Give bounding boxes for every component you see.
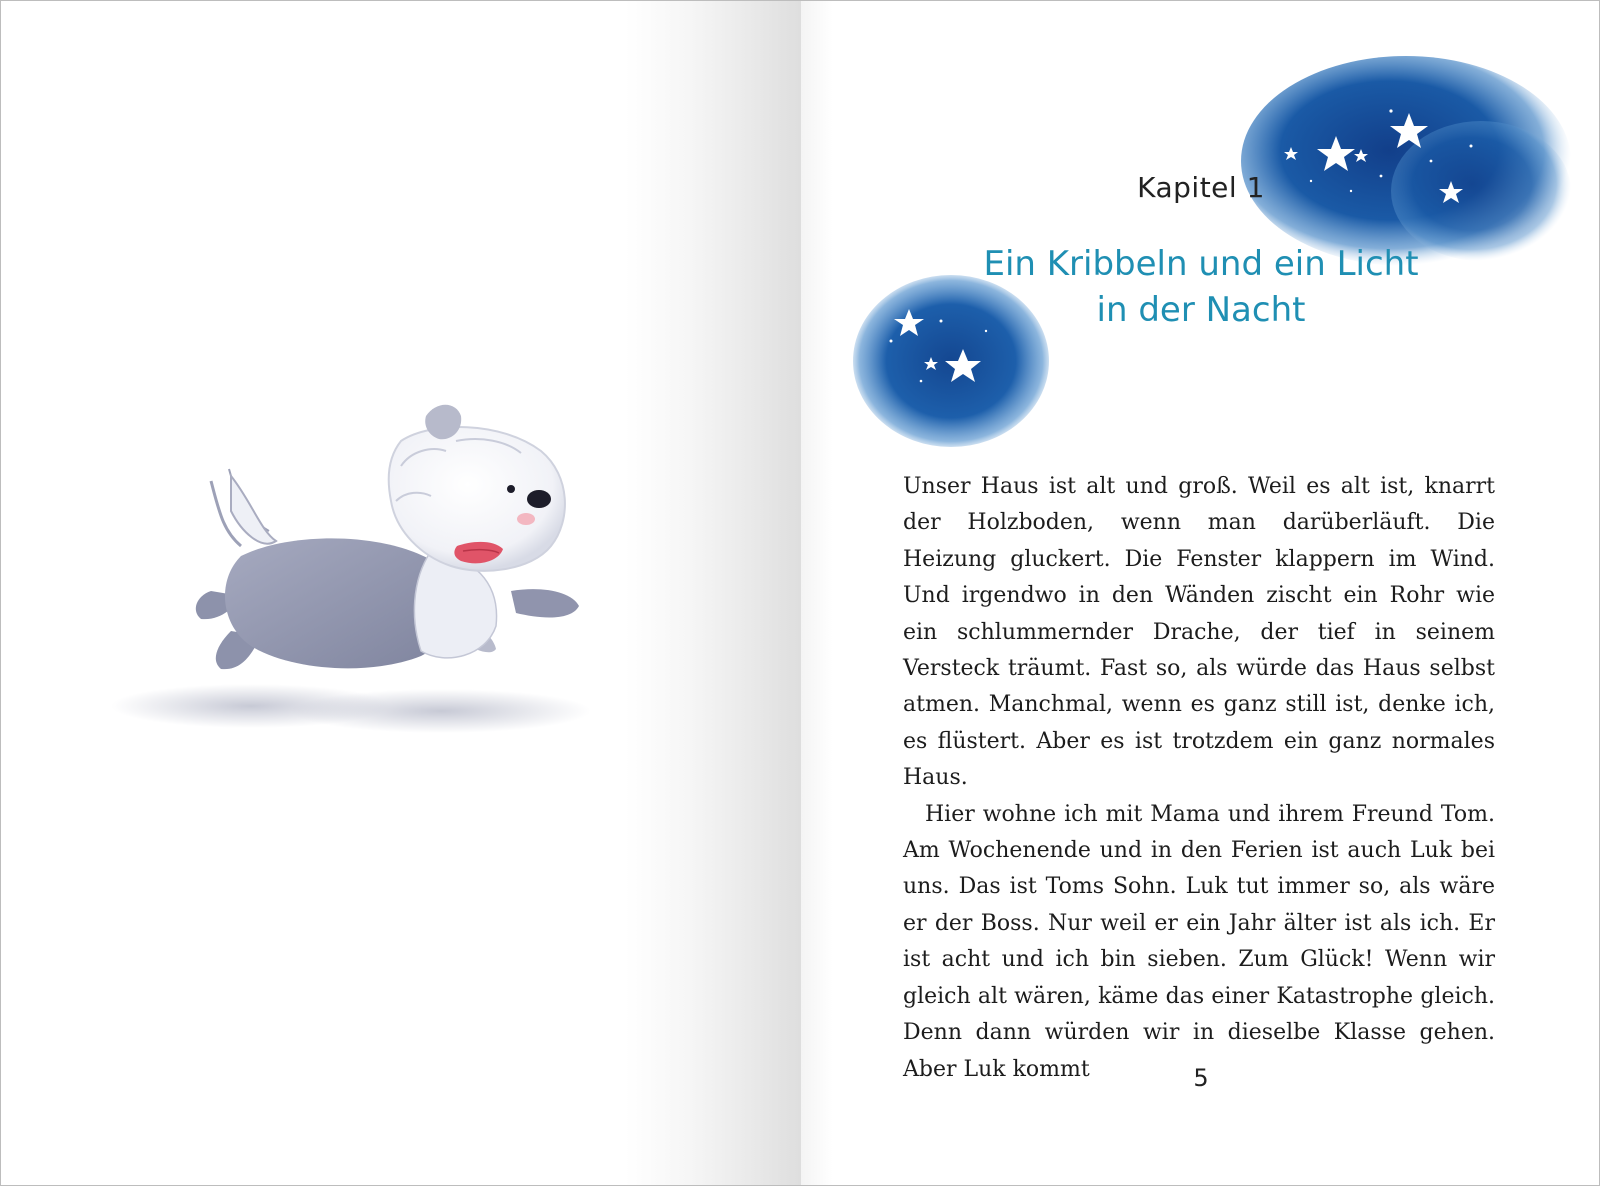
paragraph: Hier wohne ich mit Mama und ihrem Freund Tom. Am Wochenende und in den Ferien ist auch Luk bei uns. Das ist Toms Sohn. Luk tut immer so, als wäre er der Boss. Nur weil er ein Jahr älter ist als ich. Er ist acht und ich bin sieben. Zum Glück! Wenn wir gleich alt wären, käme das einer Katastrophe gleich. Denn dann würden wir in dieselbe Klasse gehen. Aber Luk kommt [903,801,1495,1082]
body-text [903,469,1495,1088]
chapter-title-line-2: in der Nacht [1096,290,1306,330]
chapter-label: Kapitel 1 [1137,171,1265,204]
page-number: 5 [1193,1064,1209,1092]
chapter-title [961,241,1441,333]
paragraph: Unser Haus ist alt und groß. Weil es alt ist, knarrt der Holzboden, wenn man darüberläuft. Die Heizung gluckert. Die Fenster klappern im Wind. Und irgendwo in den Wänden zischt ein Rohr wie ein schlummernder Drache, der tief in seinem Versteck träumt. Fast so, als würde das Haus selbst atmen. Manchmal, wenn es ganz still ist, denke ich, es flüstert. Aber es ist trotzdem ein ganz normales Haus. [903,474,1495,791]
left-page [1,1,801,1186]
dog-illustration [101,381,621,781]
chapter-title-line-1: Ein Kribbeln und ein Licht [983,244,1419,284]
